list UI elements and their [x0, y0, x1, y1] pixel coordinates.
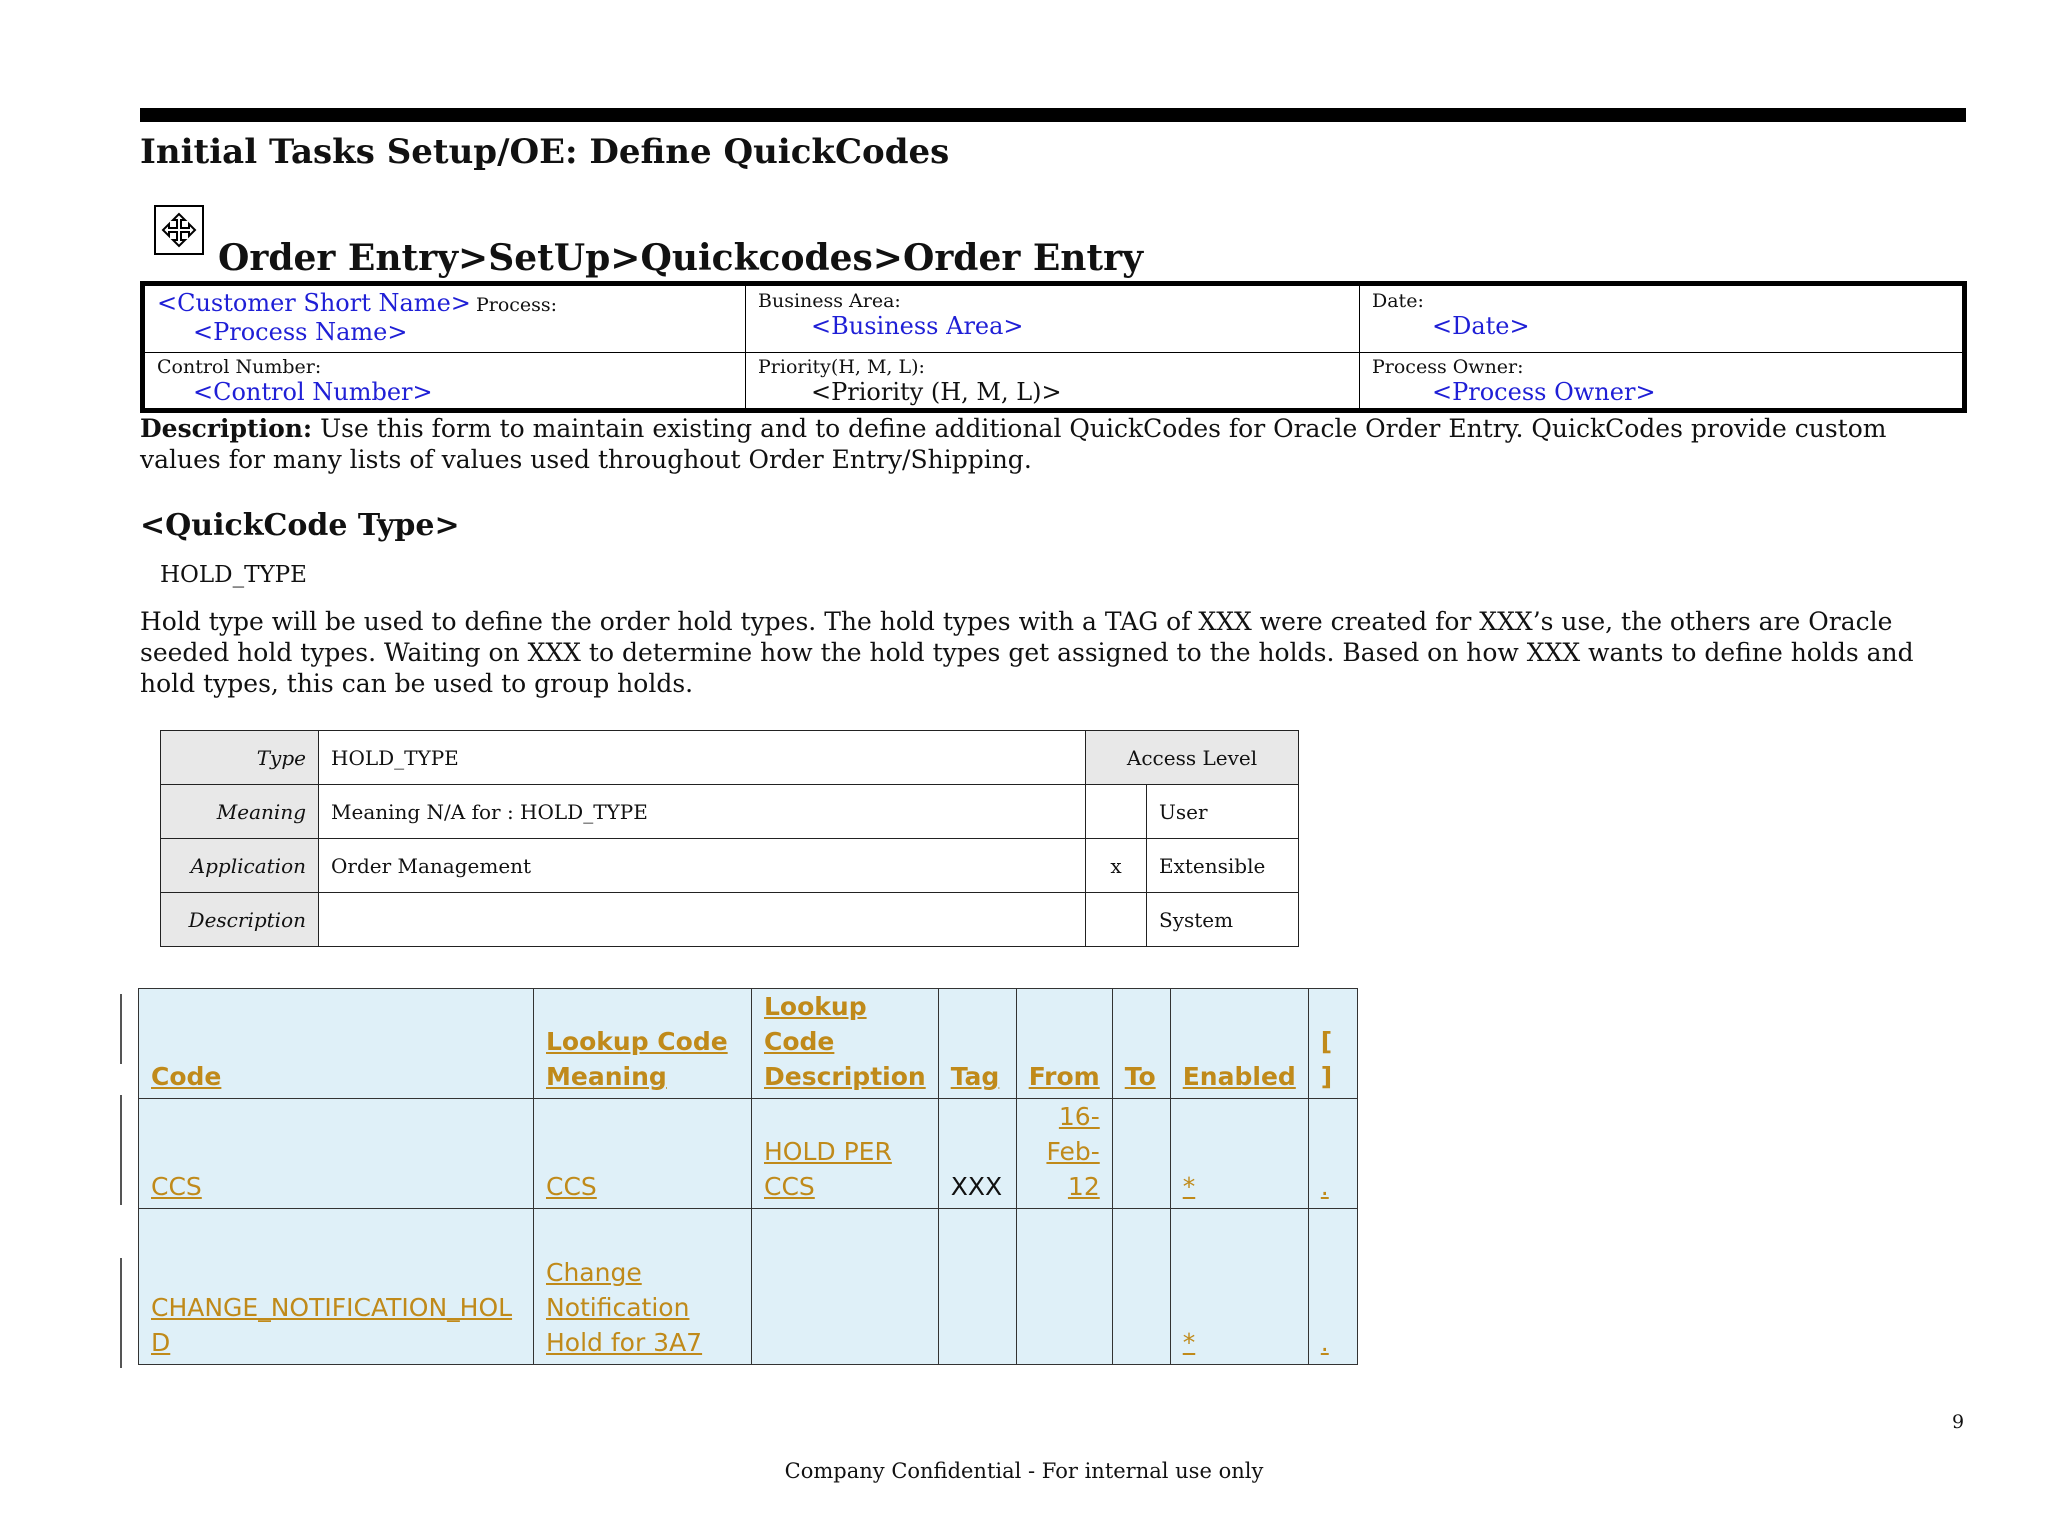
process-label: Process: — [475, 294, 558, 316]
table-row[interactable] — [139, 1209, 1358, 1365]
column-header-from[interactable]: From — [1016, 989, 1112, 1099]
column-header-to[interactable]: To — [1112, 989, 1170, 1099]
cell-from[interactable]: 16-Feb-12 — [1016, 1099, 1112, 1209]
change-bar — [120, 994, 122, 1064]
lookup-codes-table — [138, 988, 1358, 1365]
cell-description[interactable] — [752, 1209, 939, 1365]
cell-code[interactable]: CHANGE_NOTIFICATION_HOLD — [139, 1209, 534, 1365]
column-header-bracket[interactable]: [ ] — [1308, 989, 1357, 1099]
business-area-cell — [746, 286, 1358, 344]
date-value[interactable]: <Date> — [1432, 312, 1530, 340]
access-level-mark[interactable]: x — [1086, 839, 1147, 893]
cell-from[interactable] — [1016, 1209, 1112, 1365]
cell-description[interactable]: HOLD PER CCS — [752, 1099, 939, 1209]
type-label: Type — [161, 731, 319, 785]
column-header-description[interactable]: Lookup Code Description — [752, 989, 939, 1099]
priority-value[interactable]: <Priority (H, M, L)> — [811, 378, 1062, 406]
cell-bracket[interactable]: . — [1308, 1209, 1357, 1365]
quickcode-type: HOLD_TYPE — [160, 562, 307, 588]
access-level-mark[interactable] — [1086, 785, 1147, 839]
meaning-value[interactable]: Meaning N/A for : HOLD_TYPE — [319, 785, 1086, 839]
cell-tag[interactable] — [938, 1209, 1016, 1365]
date-label: Date: — [1372, 290, 1424, 312]
top-rule — [140, 108, 1966, 122]
control-number-label: Control Number: — [157, 356, 322, 378]
cell-tag[interactable]: XXX — [938, 1099, 1016, 1209]
column-header-enabled[interactable]: Enabled — [1170, 989, 1308, 1099]
date-cell — [1360, 286, 1960, 344]
control-number-cell — [145, 352, 745, 410]
description-text: Use this form to maintain existing and to define additional QuickCodes for Oracle Order Entry. QuickCodes provide custom values for many lists of values used throughout Order Entry/Shipping. — [140, 414, 1887, 474]
change-bar — [120, 1095, 122, 1205]
hold-type-paragraph: Hold type will be used to define the order hold types. The hold types with a TAG of XXX were created for XXX’s use, the others are Oracle seeded hold types. Waiting on XXX to determine how the hold types get assigned to the holds. Based on how XXX wants to define holds and hold types, this can be used to group holds. — [140, 607, 1914, 698]
access-level-name: System — [1147, 893, 1299, 947]
header-info-box — [140, 281, 1967, 413]
cell-meaning[interactable]: Change Notification Hold for 3A7 — [534, 1209, 752, 1365]
footer: Company Confidential - For internal use only — [784, 1459, 1264, 1483]
access-level-name: Extensible — [1147, 839, 1299, 893]
cell-bracket[interactable]: . — [1308, 1099, 1357, 1209]
column-header-tag[interactable]: Tag — [938, 989, 1016, 1099]
process-name[interactable]: <Process Name> — [193, 318, 408, 346]
business-area-label: Business Area: — [758, 290, 901, 312]
column-header-meaning[interactable]: Lookup Code Meaning — [534, 989, 752, 1099]
process-owner-label: Process Owner: — [1372, 356, 1524, 378]
change-bar — [120, 1258, 122, 1368]
description-label: Description: — [140, 414, 313, 443]
type-value[interactable]: HOLD_TYPE — [319, 731, 1086, 785]
meaning-label: Meaning — [161, 785, 319, 839]
cell-enabled[interactable]: * — [1170, 1209, 1308, 1365]
quickcode-definition-table — [160, 730, 1299, 947]
table-row[interactable] — [139, 1099, 1358, 1209]
process-cell — [145, 286, 745, 349]
customer-short-name[interactable]: <Customer Short Name> — [157, 289, 471, 317]
move-arrows-icon — [159, 210, 199, 250]
business-area-value[interactable]: <Business Area> — [811, 312, 1024, 340]
page-title: Initial Tasks Setup/OE: Define QuickCodes — [140, 132, 950, 172]
access-level-mark[interactable] — [1086, 893, 1147, 947]
page-number: 9 — [1952, 1411, 1965, 1433]
description-paragraph — [140, 413, 1970, 475]
application-label: Application — [161, 839, 319, 893]
priority-label: Priority(H, M, L): — [758, 356, 925, 378]
priority-cell — [746, 352, 1358, 410]
cell-to[interactable] — [1112, 1209, 1170, 1365]
navigation-path: Order Entry>SetUp>Quickcodes>Order Entry — [218, 237, 1143, 279]
column-header-code[interactable]: Code — [139, 989, 534, 1099]
process-owner-cell — [1360, 352, 1960, 410]
control-number-value[interactable]: <Control Number> — [193, 378, 433, 406]
access-level-name: User — [1147, 785, 1299, 839]
cell-enabled[interactable]: * — [1170, 1099, 1308, 1209]
application-value[interactable]: Order Management — [319, 839, 1086, 893]
cell-code[interactable]: CCS — [139, 1099, 534, 1209]
cell-to[interactable] — [1112, 1099, 1170, 1209]
cell-meaning[interactable]: CCS — [534, 1099, 752, 1209]
move-icon[interactable] — [154, 205, 204, 255]
access-level-header: Access Level — [1086, 731, 1299, 785]
description-field-value[interactable] — [319, 893, 1086, 947]
section-heading: <QuickCode Type> — [140, 508, 460, 543]
process-owner-value[interactable]: <Process Owner> — [1432, 378, 1656, 406]
description-field-label: Description — [161, 893, 319, 947]
